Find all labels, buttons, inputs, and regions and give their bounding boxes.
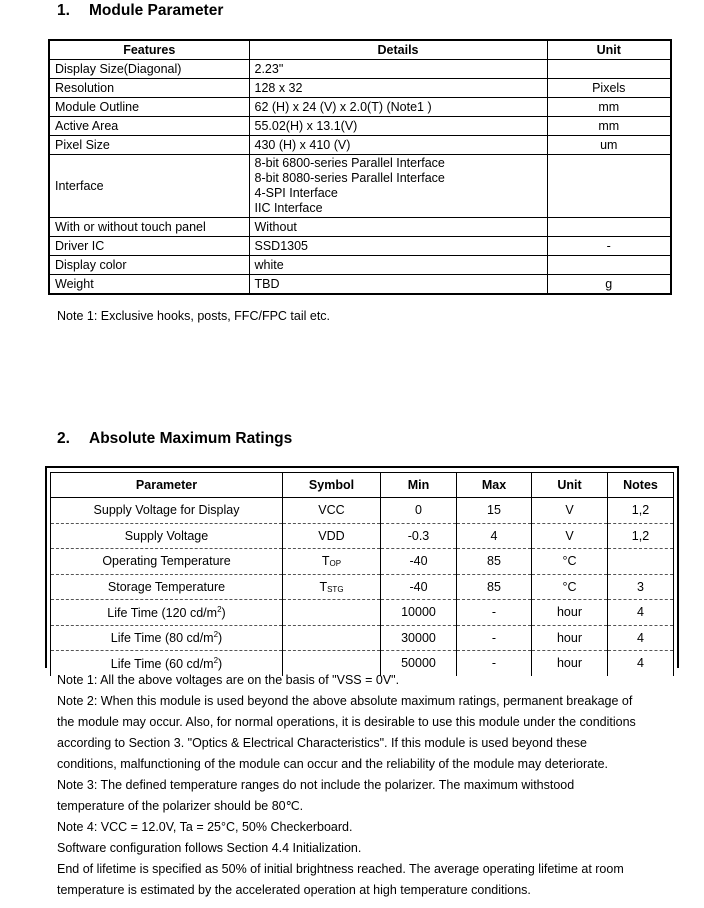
notes-cell: 4 — [608, 600, 674, 626]
feature-cell: Display Size(Diagonal) — [49, 60, 249, 79]
notes-cell: 1,2 — [608, 498, 674, 524]
unit-cell: Pixels — [547, 79, 671, 98]
parameter-text: Life Time (60 cd/m — [110, 656, 214, 671]
unit-cell: mm — [547, 117, 671, 136]
max-cell: 85 — [457, 549, 532, 575]
parameter-text: Life Time (120 cd/m — [107, 605, 218, 620]
table-header-row — [49, 40, 671, 60]
header-unit: Unit — [547, 40, 671, 60]
table-row — [51, 600, 674, 626]
symbol-cell — [283, 498, 381, 524]
max-cell: - — [457, 625, 532, 651]
min-cell: 0 — [381, 498, 457, 524]
unit-cell: V — [532, 523, 608, 549]
header-unit: Unit — [532, 473, 608, 498]
symbol-subscript: STG — [327, 584, 344, 594]
note-line: temperature of the polarizer should be 80℃. — [57, 799, 304, 813]
details-cell — [249, 136, 547, 155]
header-features: Features — [49, 40, 249, 60]
unit-cell: V — [532, 498, 608, 524]
table-row — [51, 549, 674, 575]
header-parameter: Parameter — [51, 473, 283, 498]
table-row — [49, 79, 671, 98]
details-cell — [249, 60, 547, 79]
parameter-end: ) — [218, 631, 223, 646]
section-1-note: Note 1: Exclusive hooks, posts, FFC/FPC tail etc. — [57, 309, 331, 323]
table-row — [49, 218, 671, 237]
notes-cell — [608, 549, 674, 575]
parameter-end: ) — [221, 605, 226, 620]
header-max: Max — [457, 473, 532, 498]
details-cell — [249, 117, 547, 136]
table-row — [49, 237, 671, 256]
note-line: Note 4: VCC = 12.0V, Ta = 25°C, 50% Checkerboard. — [57, 820, 353, 834]
table-row — [49, 136, 671, 155]
table-row — [49, 98, 671, 117]
ratings-body — [51, 498, 674, 676]
section-1-title: Module Parameter — [89, 2, 224, 19]
symbol-subscript: OP — [329, 559, 342, 569]
parameter-cell — [51, 600, 283, 626]
feature-cell: Weight — [49, 275, 249, 295]
section-2-title: Absolute Maximum Ratings — [89, 430, 293, 447]
symbol-cell — [283, 625, 381, 651]
parameter-text: Supply Voltage for Display — [93, 503, 240, 518]
unit-cell — [547, 60, 671, 79]
note-line: Software configuration follows Section 4.4 Initialization. — [57, 841, 362, 855]
feature-cell: With or without touch panel — [49, 218, 249, 237]
unit-cell: °C — [532, 549, 608, 575]
max-cell: 85 — [457, 574, 532, 600]
module-parameter-table — [48, 39, 672, 295]
unit-cell — [547, 256, 671, 275]
details-line: 8-bit 8080-series Parallel Interface — [254, 171, 445, 185]
min-cell: -0.3 — [381, 523, 457, 549]
details-line: 2.23" — [254, 62, 284, 76]
unit-cell: hour — [532, 651, 608, 676]
symbol-text: T — [321, 554, 330, 569]
details-line: 62 (H) x 24 (V) x 2.0(T) (Note1 ) — [254, 100, 432, 114]
parameter-cell — [51, 549, 283, 575]
note-line: conditions, malfunctioning of the module can occur and the reliability of the module may deteriorate. — [57, 757, 609, 771]
table-row — [51, 498, 674, 524]
parameter-end: ) — [218, 656, 223, 671]
header-symbol: Symbol — [283, 473, 381, 498]
notes-cell: 4 — [608, 625, 674, 651]
note-line: Note 2: When this module is used beyond the above absolute maximum ratings, permanent breakage of — [57, 694, 633, 708]
min-cell: 10000 — [381, 600, 457, 626]
details-line: IIC Interface — [254, 201, 323, 215]
max-cell: 4 — [457, 523, 532, 549]
symbol-cell — [283, 549, 381, 575]
details-line: 430 (H) x 410 (V) — [254, 138, 351, 152]
min-cell: 50000 — [381, 651, 457, 676]
parameter-cell — [51, 574, 283, 600]
parameter-text: Life Time (80 cd/m — [110, 631, 214, 646]
unit-cell: mm — [547, 98, 671, 117]
parameter-cell — [51, 625, 283, 651]
table-header-row — [51, 473, 674, 498]
unit-cell — [547, 155, 671, 218]
header-notes: Notes — [608, 473, 674, 498]
details-cell — [249, 155, 547, 218]
symbol-text: VDD — [318, 528, 345, 543]
notes-cell: 1,2 — [608, 523, 674, 549]
unit-cell: um — [547, 136, 671, 155]
parameter-superscript: 2 — [213, 630, 219, 640]
details-line: 8-bit 6800-series Parallel Interface — [254, 156, 445, 170]
details-cell — [249, 98, 547, 117]
parameter-text: Operating Temperature — [102, 554, 231, 569]
details-cell — [249, 79, 547, 98]
table-row — [49, 117, 671, 136]
symbol-cell — [283, 523, 381, 549]
unit-cell: g — [547, 275, 671, 295]
symbol-text: VCC — [318, 503, 345, 518]
max-cell: - — [457, 600, 532, 626]
note-line: the module may occur. Also, for normal operations, it is desirable to use this module under the conditions — [57, 715, 636, 729]
ratings-table-frame — [45, 466, 679, 671]
absolute-maximum-ratings-table — [50, 472, 674, 676]
details-cell — [249, 256, 547, 275]
parameter-cell — [51, 523, 283, 549]
details-line: white — [254, 258, 284, 272]
details-line: Without — [254, 220, 297, 234]
unit-cell: hour — [532, 600, 608, 626]
header-min: Min — [381, 473, 457, 498]
section-1-number: 1. — [57, 2, 70, 19]
max-cell: - — [457, 651, 532, 676]
note-line: End of lifetime is specified as 50% of initial brightness reached. The average operating lifetime at room — [57, 862, 624, 876]
symbol-cell — [283, 574, 381, 600]
parameter-superscript: 2 — [213, 655, 219, 665]
feature-cell: Display color — [49, 256, 249, 275]
feature-cell: Active Area — [49, 117, 249, 136]
note-line: according to Section 3. "Optics & Electrical Characteristics". If this module is used beyond these — [57, 736, 587, 750]
parameter-cell — [51, 498, 283, 524]
notes-cell: 3 — [608, 574, 674, 600]
module-parameter-body — [49, 60, 671, 295]
note-line: Note 1: All the above voltages are on the basis of "VSS = 0V". — [57, 673, 400, 687]
table-row — [49, 256, 671, 275]
min-cell: -40 — [381, 549, 457, 575]
table-row — [51, 574, 674, 600]
table-row — [49, 275, 671, 295]
details-line: 55.02(H) x 13.1(V) — [254, 119, 358, 133]
min-cell: 30000 — [381, 625, 457, 651]
details-cell — [249, 275, 547, 295]
details-cell — [249, 237, 547, 256]
unit-cell: hour — [532, 625, 608, 651]
unit-cell: °C — [532, 574, 608, 600]
table-row — [51, 523, 674, 549]
details-cell — [249, 218, 547, 237]
notes-cell: 4 — [608, 651, 674, 676]
table-row — [49, 155, 671, 218]
max-cell: 15 — [457, 498, 532, 524]
section-2-heading — [57, 430, 292, 448]
details-line: TBD — [254, 277, 280, 291]
min-cell: -40 — [381, 574, 457, 600]
section-2-number: 2. — [57, 430, 70, 447]
parameter-text: Supply Voltage — [124, 528, 209, 543]
table-row — [51, 625, 674, 651]
details-line: 4-SPI Interface — [254, 186, 338, 200]
note-line: Note 3: The defined temperature ranges do not include the polarizer. The maximum withstood — [57, 778, 575, 792]
feature-cell: Resolution — [49, 79, 249, 98]
symbol-cell — [283, 600, 381, 626]
feature-cell: Pixel Size — [49, 136, 249, 155]
note-line: temperature is estimated by the accelerated operation at high temperature conditions. — [57, 883, 531, 897]
details-line: 128 x 32 — [254, 81, 303, 95]
unit-cell: - — [547, 237, 671, 256]
section-1-heading — [57, 2, 223, 20]
parameter-superscript: 2 — [217, 604, 222, 614]
parameter-text: Storage Temperature — [107, 579, 226, 594]
header-details: Details — [249, 40, 547, 60]
section-2-notes — [57, 670, 687, 901]
unit-cell — [547, 218, 671, 237]
symbol-text: T — [319, 579, 328, 594]
feature-cell: Interface — [49, 155, 249, 218]
feature-cell: Driver IC — [49, 237, 249, 256]
feature-cell: Module Outline — [49, 98, 249, 117]
table-row — [49, 60, 671, 79]
details-line: SSD1305 — [254, 239, 309, 253]
